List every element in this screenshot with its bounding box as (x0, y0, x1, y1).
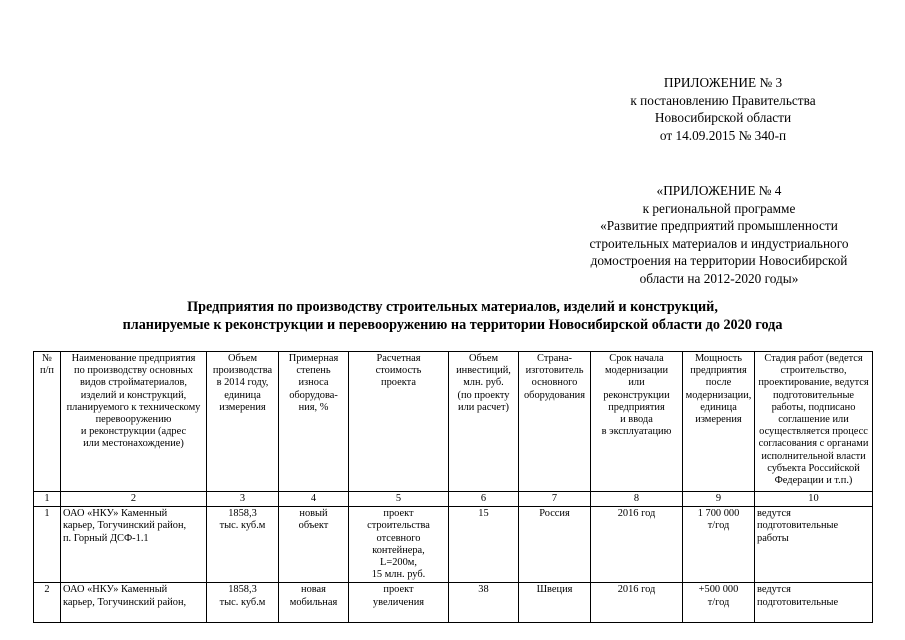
table-cell (449, 583, 519, 623)
cell-line: предприятия (608, 401, 665, 413)
cell-line: перевооружению (95, 414, 172, 426)
cell-line: 2 (44, 584, 50, 596)
table-cell (449, 507, 519, 583)
cell-line: видов стройматериалов, (79, 377, 188, 389)
cell-line: проекта (381, 377, 416, 389)
cell-line: мобильная (289, 596, 338, 608)
cell-line: подготовительные (757, 596, 839, 608)
document-title (40, 298, 865, 334)
cell-line: +500 000 (698, 584, 739, 596)
appendix-4-line: к региональной программе (642, 200, 796, 216)
table-row (34, 507, 873, 583)
cell-line: единица (700, 401, 737, 413)
header-cell (683, 352, 755, 492)
column-number: 6 (449, 492, 519, 507)
cell-line: реконструкции (603, 389, 670, 401)
cell-line: и ввода (620, 414, 653, 426)
header-cell (519, 352, 591, 492)
cell-line: в 2014 году, (216, 377, 269, 389)
cell-line: работы (757, 532, 789, 544)
appendix-3-line: к постановлению Правительства (630, 92, 816, 108)
cell-line: 38 (478, 584, 489, 596)
cell-line: Расчетная (376, 353, 421, 364)
cell-line: модернизации (604, 365, 669, 377)
cell-line: Швеция (536, 584, 573, 596)
table-cell (519, 507, 591, 583)
header-cell (207, 352, 279, 492)
column-number: 4 (279, 492, 349, 507)
cell-line: подготовительные (772, 389, 855, 401)
cell-line: предприятия (690, 365, 747, 377)
cell-line: п. Горный ДСФ-1.1 (63, 532, 149, 544)
cell-line: 1858,3 (228, 508, 257, 520)
cell-line: 1 700 000 (697, 508, 740, 520)
cell-line: проектирование, ведутся (758, 377, 869, 389)
cell-line: Объем (468, 353, 499, 364)
cell-line: инвестиций, (456, 365, 511, 377)
header-cell (591, 352, 683, 492)
table-cell (61, 583, 207, 623)
cell-line: контейнера, (372, 544, 425, 556)
cell-line: L=200м, (380, 557, 417, 569)
cell-line: тыс. куб.м (219, 520, 266, 532)
cell-line: Наименование предприятия (71, 353, 196, 364)
cell-line: согласования с органами (758, 438, 869, 450)
cell-line: Объем (227, 353, 258, 364)
cell-line: соглашение или (778, 414, 849, 426)
cell-line: измерения (219, 401, 266, 413)
appendix-3-line: ПРИЛОЖЕНИЕ № 3 (663, 75, 783, 90)
cell-line: проект (383, 584, 414, 596)
cell-line: осуществляется процесс (759, 426, 868, 438)
appendix-4-line: области на 2012-2020 годы» (639, 270, 799, 286)
cell-line: ОАО «НКУ» Каменный (63, 584, 168, 596)
cell-line: ведутся (757, 584, 791, 596)
cell-line: субъекта Российской (767, 462, 860, 474)
table-cell (349, 583, 449, 623)
table-cell (755, 583, 873, 623)
table-cell (591, 507, 683, 583)
column-number: 3 (207, 492, 279, 507)
column-number-row (34, 492, 873, 507)
table-cell (61, 507, 207, 583)
cell-line: отсевного (376, 532, 421, 544)
cell-line: тыс. куб.м (219, 596, 266, 608)
cell-line: объект (298, 520, 329, 532)
cell-line: 2016 год (617, 508, 656, 520)
table-cell (34, 583, 61, 623)
header-cell (61, 352, 207, 492)
table-cell (207, 507, 279, 583)
cell-line: и реконструкции (адрес (80, 426, 187, 438)
cell-line: 1858,3 (228, 584, 257, 596)
cell-line: строительство, (780, 365, 847, 377)
cell-line: ОАО «НКУ» Каменный (63, 508, 168, 520)
column-number: 8 (591, 492, 683, 507)
cell-line: степень (296, 365, 331, 377)
appendix-3-block (598, 74, 848, 144)
cell-line: п/п (39, 365, 54, 377)
column-number: 2 (61, 492, 207, 507)
cell-line: планируемого к техническому (66, 401, 201, 413)
enterprises-table (33, 351, 873, 623)
table-cell (349, 507, 449, 583)
column-number: 1 (34, 492, 61, 507)
appendix-4-line: «Развитие предприятий промышленности (600, 218, 838, 233)
table-cell (279, 507, 349, 583)
cell-line: проект (383, 508, 414, 520)
cell-line: 15 (478, 508, 489, 520)
header-cell (755, 352, 873, 492)
header-cell (449, 352, 519, 492)
cell-line: т/год (707, 520, 730, 532)
cell-line: 1 (44, 508, 50, 520)
cell-line: производства (212, 365, 273, 377)
column-number: 10 (755, 492, 873, 507)
cell-line: или расчет) (458, 401, 509, 413)
cell-line: или (628, 377, 645, 389)
cell-line: после (705, 377, 732, 389)
cell-line: карьер, Тогучинский район, (63, 520, 187, 532)
cell-line: новая (301, 584, 326, 596)
cell-line: 15 млн. руб. (371, 569, 426, 581)
cell-line: увеличения (372, 596, 425, 608)
cell-line: работы, подписано (771, 401, 856, 413)
table-cell (519, 583, 591, 623)
cell-line: износа (298, 377, 329, 389)
cell-line: оборудования (523, 389, 586, 401)
appendix-4-block (563, 182, 875, 287)
cell-line: Стадия работ (ведется (764, 353, 863, 364)
cell-line: млн. руб. (463, 377, 504, 389)
table-cell (683, 507, 755, 583)
cell-line: карьер, Тогучинский район, (63, 596, 187, 608)
column-number: 5 (349, 492, 449, 507)
column-number: 7 (519, 492, 591, 507)
cell-line: Федерации и т.п.) (774, 475, 853, 487)
header-row (34, 352, 873, 492)
cell-line: основного (531, 377, 578, 389)
cell-line: Примерная (288, 353, 339, 364)
cell-line: оборудова- (289, 389, 338, 401)
table-cell (591, 583, 683, 623)
cell-line: исполнительной власти (761, 450, 866, 462)
table-row (34, 583, 873, 623)
header-cell (34, 352, 61, 492)
cell-line: новый (299, 508, 328, 520)
table-cell (207, 583, 279, 623)
appendix-4-line: строительных материалов и индустриального (589, 235, 849, 251)
cell-line: модернизации, (685, 389, 752, 401)
table-cell (755, 507, 873, 583)
title-line-2: планируемые к реконструкции и перевооружению на территории Новосибирской области до 2020 года (122, 317, 783, 333)
table-cell (34, 507, 61, 583)
appendix-3-line: Новосибирской области (654, 110, 792, 125)
cell-line: строительства (367, 520, 430, 532)
appendix-3-line: от 14.09.2015 № 340-п (659, 127, 787, 143)
cell-line: по производству основных (74, 365, 193, 377)
title-line-1: Предприятия по производству строительных материалов, изделий и конструкций, (187, 299, 718, 315)
cell-line: изделий и конструкций, (80, 389, 187, 401)
cell-line: единица (224, 389, 261, 401)
appendix-4-line: домостроения на территории Новосибирской (590, 253, 848, 268)
cell-line: № (42, 353, 52, 364)
header-cell (349, 352, 449, 492)
cell-line: Россия (539, 508, 570, 520)
cell-line: подготовительные (757, 520, 839, 532)
table-cell (683, 583, 755, 623)
cell-line: Срок начала (609, 353, 664, 364)
cell-line: изготовитель (525, 365, 584, 377)
header-cell (279, 352, 349, 492)
cell-line: ния, % (298, 401, 329, 413)
cell-line: Страна- (537, 353, 572, 364)
cell-line: измерения (695, 414, 742, 426)
cell-line: Мощность (694, 353, 743, 364)
cell-line: в эксплуатацию (601, 426, 672, 438)
cell-line: или местонахождение) (83, 438, 184, 450)
cell-line: ведутся (757, 508, 791, 520)
cell-line: стоимость (375, 365, 422, 377)
cell-line: (по проекту (457, 389, 510, 401)
cell-line: 2016 год (617, 584, 656, 596)
appendix-4-line: «ПРИЛОЖЕНИЕ № 4 (656, 183, 782, 198)
column-number: 9 (683, 492, 755, 507)
cell-line: т/год (707, 596, 730, 608)
table-cell (279, 583, 349, 623)
